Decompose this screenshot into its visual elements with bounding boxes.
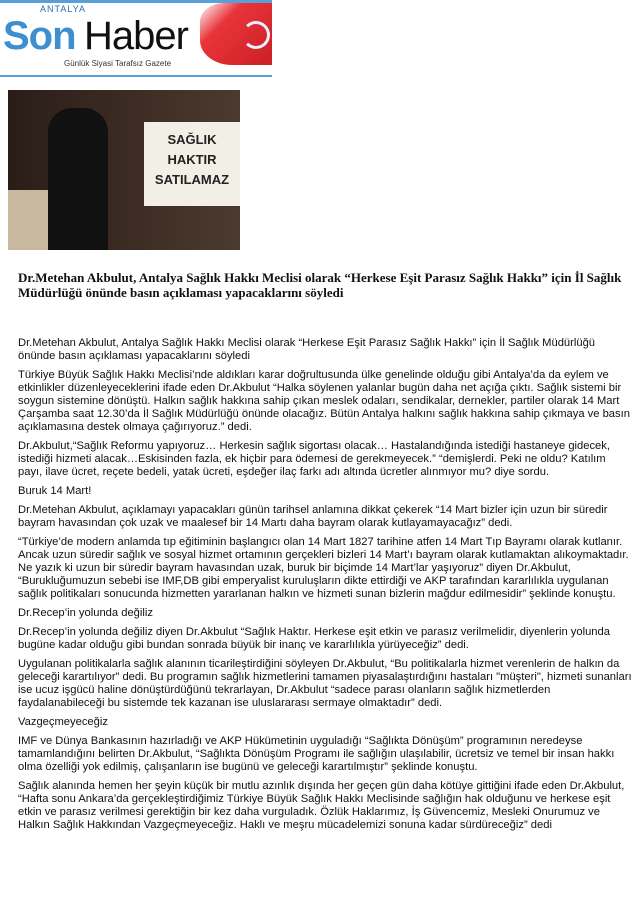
article-photo — [8, 90, 240, 250]
protest-sign: SAĞLIK HAKTIR SATILAMAZ — [144, 122, 240, 206]
logo-haber: Haber — [84, 14, 188, 58]
paragraph: “Türkiye’de modern anlamda tıp eğitiminin başlangıcı olan 14 Mart 1827 tarihine atfen 14 Mart Tıp Bayramı olarak kutlanır. Ancak uzun süredir sağlık ve sosyal hizmet ortamının gerçekleri bizleri 14 Mart’ı bayram olarak kutlamaktan alıkoymaktadır. Ne yazık ki uzun bir süredir bayram havasından uzak, buruk bir biçimde 14 Mart’lar yaşıyoruz” diyen Dr.Akbulut, “Burukluğumuzun sebebi ise IMF,DB gibi emperyalist kuruluşların dikte ettirdiği ve AKP tarafından kararlılıkla uygulanan sağlık politikaları sonucunda hizmetten yararlanan halkın ve hizmeti sunan bizlerin mağdur edilmesidir” şeklinde konuştu. — [18, 536, 629, 600]
article-body — [18, 337, 632, 838]
paragraph: Uygulanan politikalarla sağlık alanının ticarileştirdiğini söyleyen Dr.Akbulut, “Bu politikalarla hizmet verenlerin de halkın da geleceği karartılıyor” dedi. Bu programın sağlık hizmetlerini tamamen piyasalaştırdığını hastaları "müşteri", hizmeti sunanları ise ucuz işgücü haline dönüştürdüğünü tekrarlayan, Dr.Akbulut “sadece parası olanların sağlık hizmetlerden faydalanabileceği bu sistemde tek kazanan ise uluslararası sermaye olmaktadır” dedi. — [18, 658, 632, 709]
subheading: Dr.Recep’in yolunda değiliz — [18, 607, 153, 619]
paragraph: Dr.Recep’in yolunda değiliz diyen Dr.Akbulut “Sağlık Haktır. Herkese eşit etkin ve parasız verilmelidir, diyenlerin yolunda bugüne kadar olduğu gibi bundan sonrada büyük bir inanç ve kararlılıkla yürüyeceğiz” dedi. — [18, 626, 610, 651]
paragraph: Türkiye Büyük Sağlık Hakkı Meclisi’nde aldıkları karar doğrultusunda ülke genelinde olduğu gibi Antalya’da da eylem ve etkinlikler düzenleyeceklerini ifade eden Dr.Akbulut “Halka söylenen yalanlar bugün daha net açığa çıktı. Sağlık sistemi bir soygun sistemine dönüştü. Halkın sağlık hakkına sahip çıkan meslek odaları, sendikalar, dernekler, partiler olarak 14 Mart Çarşamba saat 12.30’da İl Sağlık Müdürlüğü önünde olacağız. Bütün Antalya halkını sağlık hakkına sahip çıkmaya ve basın açıklamasına destek olmaya çağırıyoruz.” dedi. — [18, 369, 630, 433]
paragraph: IMF ve Dünya Bankasının hazırladığı ve AKP Hükümetinin uyguladığı “Sağlıkta Dönüşüm” programının neredeyse tamamlandığını belirten Dr.Akbulut, “Sağlıkta Dönüşüm Programı ile sağlığın ulaşılabilir, ücretsiz ve temel bir insan hakkı olma özelliği yok edilmiş, çalışanların ise bugünü ve geleceği karartılmıştır” şeklinde konuştu. — [18, 735, 615, 773]
paragraph: Dr.Metehan Akbulut, Antalya Sağlık Hakkı Meclisi olarak “Herkese Eşit Parasız Sağlık Hakkı” için İl Sağlık Müdürlüğü önünde basın açıklaması yapacaklarını söyledi — [18, 337, 596, 362]
newspaper-masthead — [0, 0, 272, 77]
tagline: Günlük Siyasi Tarafsız Gazete — [64, 59, 172, 68]
paragraph: Dr.Akbulut,“Sağlık Reformu yapıyoruz… Herkesin sağlık sigortası olacak… Hastalandığında istediği hastaneye gidecek, istediği hizmeti alacak…Eskisinden fazla, ek hiçbir para ödemesi de gerekmeyecek.” “demişlerdi. Peki ne oldu? Katılım payı, ilave ücret, reçete bedeli, yatak ücreti, eşdeğer ilaç farkı adı altında ücretler alınmıyor mu? diye sordu. — [18, 440, 610, 478]
paragraph: Sağlık alanında hemen her şeyin küçük bir mutlu azınlık dışında her geçen gün daha kötüye gittiğini ifade eden Dr.Akbulut, “Hafta sonu Ankara’da gerçekleştirdiğimiz Türkiye Büyük Sağlık Hakkı Meclisinde sağlığın hak olduğunu ve herkese eşit etkin ve parasız verilmesi gerektiğin bir kez daha vurguladık. Özlük Haklarımız, İş Güvencemiz, Mesleki Onurumuz ve Halkın Sağlık Hakkından Vazgeçmeyeceğiz. Haklı ve meşru mücadelemizi sonuna kadar sürdüreceğiz” dedi — [18, 780, 625, 831]
turkish-flag-icon — [200, 3, 272, 65]
subheading: Buruk 14 Mart! — [18, 485, 92, 497]
paragraph: Dr.Metehan Akbulut, açıklamayı yapacakları günün tarihsel anlamına dikkat çekerek “14 Mart bizler için uzun bir süredir bayram havasından çok uzak ve maalesef bir 14 Martı daha bayram olarak kutlayamayacağız” dedi. — [18, 504, 608, 529]
speaker — [48, 108, 108, 250]
article-headline: Dr.Metehan Akbulut, Antalya Sağlık Hakkı Meclisi olarak “Herkese Eşit Parasız Sağlık Hakkı” için İl Sağlık Müdürlüğü önünde basın açıklaması yapacaklarını söyledi — [18, 270, 622, 300]
subheading: Vazgeçmeyeceğiz — [18, 716, 108, 728]
logo-son: Son — [3, 14, 76, 58]
logo-antalya: ANTALYA — [40, 4, 87, 14]
